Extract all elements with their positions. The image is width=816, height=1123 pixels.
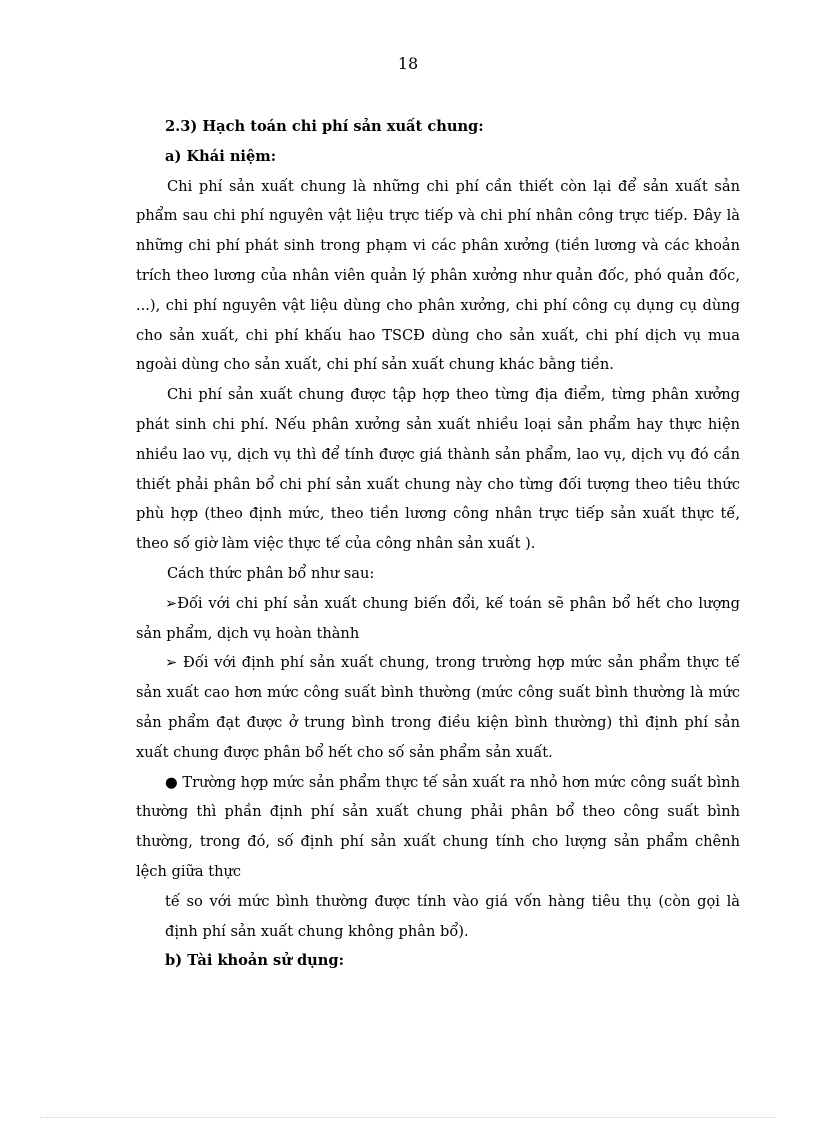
- page-bottom-divider: [40, 1117, 776, 1118]
- paragraph-definition: Chi phí sản xuất chung là những chi phí cần thiết còn lại để sản xuất sản phẩm sau chi phí nguyên vật liệu trực tiếp và chi phí nhân công trực tiếp. Đây là những chi phí phát sinh trong phạm vi các phân xưởng (tiền lương và các khoản trích theo lương của nhân viên quản lý phân xưởng như quản đốc, phó quản đốc, ...), chi phí nguyên vật liệu dùng cho phân xưởng, chi phí công cụ dụng cụ dùng cho sản xuất, chi phí khấu hao TSCĐ dùng cho sản xuất, chi phí dịch vụ mua ngoài dùng cho sản xuất, chi phí sản xuất chung khác bằng tiền.: [136, 177, 740, 374]
- page-number: 18: [397, 54, 419, 73]
- bullet-below-capacity-continued: tế so với mức bình thường được tính vào giá vốn hàng tiêu thụ (còn gọi là định phí sản xuất chung không phân bổ).: [165, 892, 740, 940]
- bullet-fixed-costs: ➢ Đối với định phí sản xuất chung, trong trường hợp mức sản phẩm thực tế sản xuất cao hơn mức công suất bình thường (mức công suất bình thường là mức sản phẩm đạt được ở trung bình trong điều kiện bình thường) thì định phí sản xuất chung được phân bổ hết cho số sản phẩm sản xuất.: [136, 654, 740, 761]
- paragraph-method-intro: Cách thức phân bổ như sau:: [167, 564, 375, 582]
- document-body: [136, 112, 740, 976]
- paragraph-allocation: Chi phí sản xuất chung được tập hợp theo từng địa điểm, từng phân xưởng phát sinh chi phí. Nếu phân xưởng sản xuất nhiều loại sản phẩm hay thực hiện nhiều lao vụ, dịch vụ thì để tính được giá thành sản phẩm, lao vụ, dịch vụ đó cần thiết phải phân bổ chi phí sản xuất chung này cho từng đối tượng theo tiêu thức phù hợp (theo định mức, theo tiền lương công nhân trực tiếp sản xuất thực tế, theo số giờ làm việc thực tế của công nhân sản xuất ).: [136, 386, 740, 553]
- section-title: 2.3) Hạch toán chi phí sản xuất chung:: [165, 118, 484, 135]
- bullet-below-capacity: ● Trường hợp mức sản phẩm thực tế sản xuất ra nhỏ hơn mức công suất bình thường thì phần định phí sản xuất chung phải phân bổ theo công suất bình thường, trong đó, số định phí sản xuất chung tính cho lượng sản phẩm chênh lệch giữa thực: [136, 773, 740, 880]
- bullet-variable-costs: ➢Đối với chi phí sản xuất chung biến đổi, kế toán sẽ phân bổ hết cho lượng sản phẩm, dịch vụ hoàn thành: [136, 594, 740, 642]
- subsection-heading-accounts: b) Tài khoản sử dụng:: [165, 952, 344, 970]
- subsection-heading-concept: a) Khái niệm:: [165, 147, 277, 165]
